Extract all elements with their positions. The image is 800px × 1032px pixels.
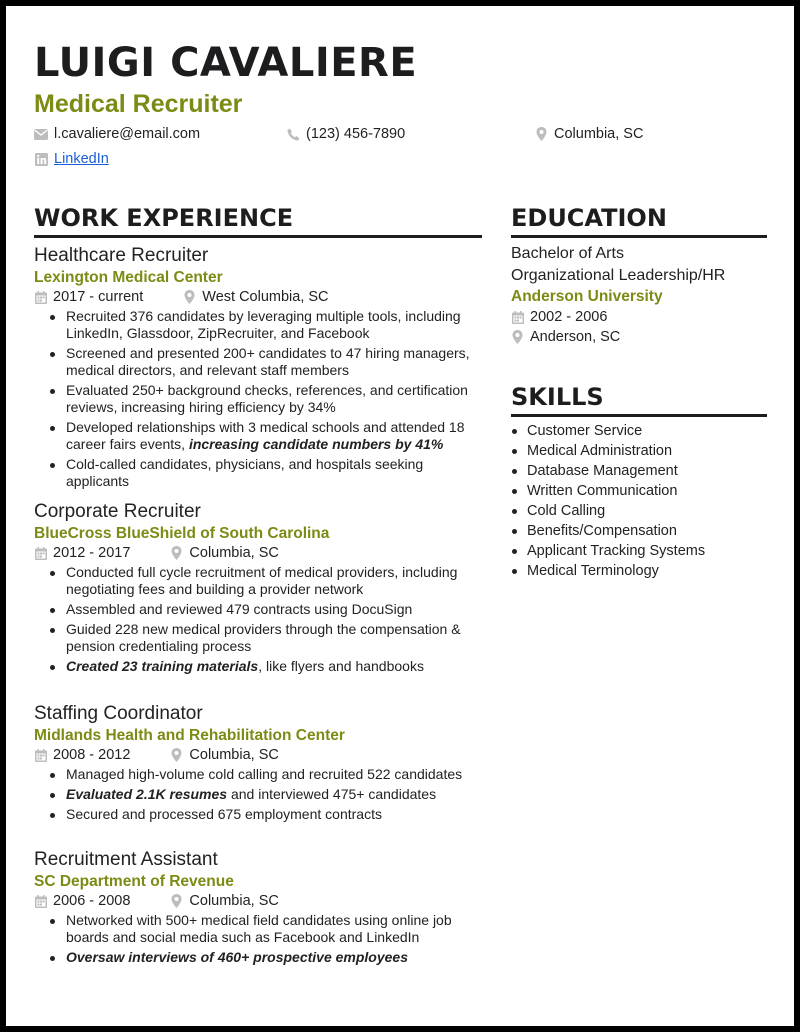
candidate-name: LUIGI CAVALIERE bbox=[34, 40, 418, 86]
bullet-text: , like flyers and handbooks bbox=[258, 658, 424, 674]
map-pin-icon bbox=[170, 748, 183, 762]
calendar-icon bbox=[34, 894, 47, 908]
phone-icon bbox=[286, 127, 300, 141]
list-item: Customer Service bbox=[511, 421, 771, 441]
bullet-emphasis: Created 23 training materials bbox=[66, 658, 259, 674]
education-entry bbox=[511, 243, 771, 345]
job-role: Staffing Coordinator bbox=[34, 703, 203, 724]
job-dates: 2006 - 2008 bbox=[53, 893, 131, 909]
job-location bbox=[170, 747, 278, 763]
list-item: Evaluated 250+ background checks, references, and certification reviews, increasing hiring efficiency by 34% bbox=[34, 382, 484, 416]
linkedin-icon bbox=[34, 152, 48, 166]
map-pin-icon bbox=[170, 546, 183, 560]
job-location bbox=[170, 893, 278, 909]
contact-phone bbox=[286, 126, 405, 142]
list-item: Medical Administration bbox=[511, 441, 771, 461]
list-item bbox=[34, 419, 484, 453]
job-bullets bbox=[34, 308, 484, 490]
education-dates bbox=[511, 309, 771, 325]
contact-email bbox=[34, 126, 200, 142]
bullet-emphasis: Oversaw interviews of 460+ prospective employees bbox=[66, 949, 409, 965]
job-organization: BlueCross BlueShield of South Carolina bbox=[34, 525, 330, 542]
map-pin-icon bbox=[511, 330, 524, 344]
candidate-title: Medical Recruiter bbox=[34, 90, 243, 118]
email-text: l.cavaliere@email.com bbox=[54, 126, 201, 142]
job-location-text: Columbia, SC bbox=[189, 893, 279, 909]
location-text: Columbia, SC bbox=[554, 126, 644, 142]
job-entry bbox=[34, 703, 484, 826]
list-item: Written Communication bbox=[511, 481, 771, 501]
job-bullets bbox=[34, 766, 484, 823]
contact-linkedin bbox=[34, 151, 109, 167]
list-item: Applicant Tracking Systems bbox=[511, 541, 771, 561]
list-item: Cold Calling bbox=[511, 501, 771, 521]
job-dates: 2008 - 2012 bbox=[53, 747, 131, 763]
education-location bbox=[511, 329, 771, 345]
calendar-icon bbox=[34, 290, 47, 304]
bullet-emphasis: increasing candidate numbers by 41% bbox=[188, 436, 444, 452]
skills-list bbox=[511, 421, 771, 581]
job-bullets bbox=[34, 912, 484, 966]
job-entry bbox=[34, 245, 484, 493]
bullet-text: and interviewed 475+ candidates bbox=[227, 786, 437, 802]
education-location-text: Anderson, SC bbox=[530, 329, 621, 345]
job-role: Healthcare Recruiter bbox=[34, 245, 209, 266]
education-divider bbox=[511, 235, 767, 238]
map-pin-icon bbox=[170, 894, 183, 908]
map-pin-icon bbox=[183, 290, 196, 304]
resume-page bbox=[6, 6, 794, 1026]
job-dates: 2017 - current bbox=[53, 289, 144, 305]
job-meta bbox=[34, 545, 484, 561]
list-item: Networked with 500+ medical field candidates using online job boards and social media such as Facebook and LinkedIn bbox=[34, 912, 484, 946]
list-item: Conducted full cycle recruitment of medical providers, including negotiating fees and building a provider network bbox=[34, 564, 484, 598]
skills-divider bbox=[511, 414, 767, 417]
bullet-text: Developed relationships with 3 medical schools and attended 18 career fairs events, bbox=[66, 419, 465, 452]
job-bullets bbox=[34, 564, 484, 675]
job-location-text: Columbia, SC bbox=[189, 747, 279, 763]
list-item: Secured and processed 675 employment contracts bbox=[34, 806, 484, 823]
list-item: Cold-called candidates, physicians, and hospitals seeking applicants bbox=[34, 456, 484, 490]
map-pin-icon bbox=[534, 127, 548, 141]
job-organization: Midlands Health and Rehabilitation Center bbox=[34, 727, 345, 744]
work-experience-divider bbox=[34, 235, 482, 238]
job-meta bbox=[34, 893, 484, 909]
job-location-text: West Columbia, SC bbox=[202, 289, 329, 305]
education-heading: EDUCATION bbox=[511, 204, 667, 232]
list-item: Screened and presented 200+ candidates to 47 hiring managers, medical directors, and relevant staff members bbox=[34, 345, 484, 379]
calendar-icon bbox=[511, 310, 524, 324]
envelope-icon bbox=[34, 127, 48, 141]
list-item: Medical Terminology bbox=[511, 561, 771, 581]
list-item bbox=[34, 658, 484, 675]
education-dates-text: 2002 - 2006 bbox=[530, 309, 608, 325]
job-role: Corporate Recruiter bbox=[34, 501, 201, 522]
job-dates: 2012 - 2017 bbox=[53, 545, 131, 561]
list-item: Database Management bbox=[511, 461, 771, 481]
list-item bbox=[34, 949, 484, 966]
job-location bbox=[183, 289, 328, 305]
education-school: Anderson University bbox=[511, 288, 663, 305]
contact-location bbox=[534, 126, 643, 142]
phone-text: (123) 456-7890 bbox=[306, 126, 406, 142]
calendar-icon bbox=[34, 546, 47, 560]
list-item: Recruited 376 candidates by leveraging multiple tools, including LinkedIn, Glassdoor, ZipRecruiter, and Facebook bbox=[34, 308, 484, 342]
job-location bbox=[170, 545, 278, 561]
linkedin-link[interactable]: LinkedIn bbox=[54, 151, 109, 167]
job-organization: SC Department of Revenue bbox=[34, 873, 234, 890]
list-item: Managed high-volume cold calling and recruited 522 candidates bbox=[34, 766, 484, 783]
education-field: Organizational Leadership/HR bbox=[511, 267, 726, 284]
list-item: Assembled and reviewed 479 contracts using DocuSign bbox=[34, 601, 484, 618]
job-meta bbox=[34, 747, 484, 763]
job-entry bbox=[34, 501, 484, 678]
list-item: Benefits/Compensation bbox=[511, 521, 771, 541]
list-item bbox=[34, 786, 484, 803]
skills-heading: SKILLS bbox=[511, 383, 604, 411]
job-entry bbox=[34, 849, 484, 969]
education-degree: Bachelor of Arts bbox=[511, 245, 624, 262]
work-experience-heading: WORK EXPERIENCE bbox=[34, 204, 294, 232]
calendar-icon bbox=[34, 748, 47, 762]
job-meta bbox=[34, 289, 484, 305]
job-location-text: Columbia, SC bbox=[189, 545, 279, 561]
job-role: Recruitment Assistant bbox=[34, 849, 218, 870]
list-item: Guided 228 new medical providers through the compensation & pension credentialing process bbox=[34, 621, 484, 655]
job-organization: Lexington Medical Center bbox=[34, 269, 223, 286]
bullet-emphasis: Evaluated 2.1K resumes bbox=[66, 786, 228, 802]
